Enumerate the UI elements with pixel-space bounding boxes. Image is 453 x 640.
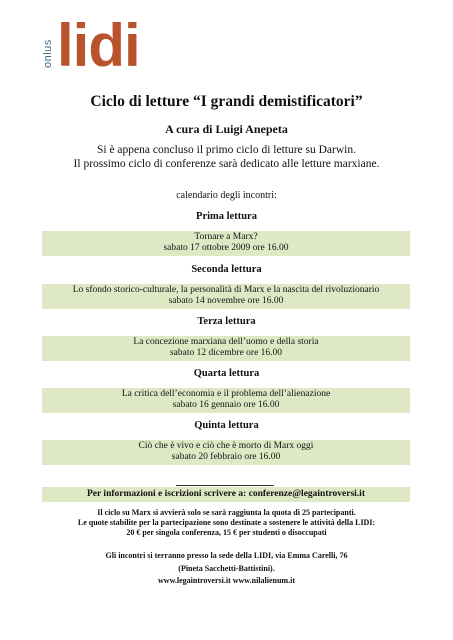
lecture-topic: La critica dell’economia e il problema dell’alienazione	[121, 389, 331, 399]
lecture-box	[42, 440, 410, 465]
lecture-box	[42, 388, 410, 413]
intro-line: Si è appena concluso il primo ciclo di letture su Darwin.	[96, 144, 356, 156]
lecture-topic: Ciò che è vivo e ciò che è morto di Marx oggi	[138, 441, 314, 451]
lecture-box	[42, 284, 410, 309]
info-banner: Per informazioni e iscrizioni scrivere a: conferenze@legaintroversi.it	[42, 487, 410, 502]
lecture-date: sabato 14 novembre ore 16.00	[168, 296, 284, 306]
lecture-date: sabato 16 gennaio ore 16.00	[172, 400, 280, 410]
note-line: Il ciclo su Marx si avvierà solo se sarà raggiunta la quota di 25 partecipanti.	[97, 508, 356, 517]
lidi-logo	[42, 12, 152, 82]
venue-info	[0, 550, 453, 588]
lecture-box	[42, 231, 410, 256]
lecture-heading: Prima lettura	[196, 211, 257, 222]
intro	[0, 143, 453, 171]
note-line: 20 € per singola conferenza, 15 € per studenti o disoccupati	[126, 528, 327, 537]
lecture-date: sabato 17 ottobre 2009 ore 16.00	[163, 243, 289, 253]
lecture-heading: Seconda lettura	[191, 264, 262, 275]
logo-tag: onlus	[42, 39, 54, 69]
lecture-heading: Quinta lettura	[194, 420, 259, 431]
websites: www.legaintroversi.it www.nilalienum.it	[158, 576, 295, 585]
lecture-topic: Lo sfondo storico-culturale, la personalità di Marx e la nascita del rivoluzionario	[72, 285, 380, 295]
intro-line: Il prossimo ciclo di conferenze sarà dedicato alle letture marxiane.	[73, 158, 380, 170]
calendar-label: calendario degli incontri:	[176, 190, 277, 201]
venue-line: Gli incontri si terranno presso la sede della LIDI, via Emma Carelli, 76	[105, 551, 348, 560]
participation-notes	[0, 508, 453, 538]
curator: A cura di Luigi Anepeta	[165, 122, 288, 136]
lecture-box	[42, 336, 410, 361]
lecture-topic: Tornare a Marx?	[194, 232, 258, 242]
logo-brand: lidi	[57, 12, 140, 79]
page-title: Ciclo di letture “I grandi demistificatori”	[90, 93, 363, 110]
lecture-date: sabato 20 febbraio ore 16.00	[171, 452, 281, 462]
lecture-heading: Quarta lettura	[193, 368, 260, 379]
lecture-date: sabato 12 dicembre ore 16.00	[169, 348, 283, 358]
note-line: Le quote stabilite per la partecipazione sono destinate a sostenere le attività della LIDI:	[77, 518, 376, 527]
lecture-heading: Terza lettura	[197, 316, 256, 327]
venue-line: (Pineta Sacchetti-Battistini).	[178, 563, 275, 573]
lecture-topic: La concezione marxiana dell’uomo e della storia	[133, 337, 319, 347]
divider	[176, 485, 274, 486]
